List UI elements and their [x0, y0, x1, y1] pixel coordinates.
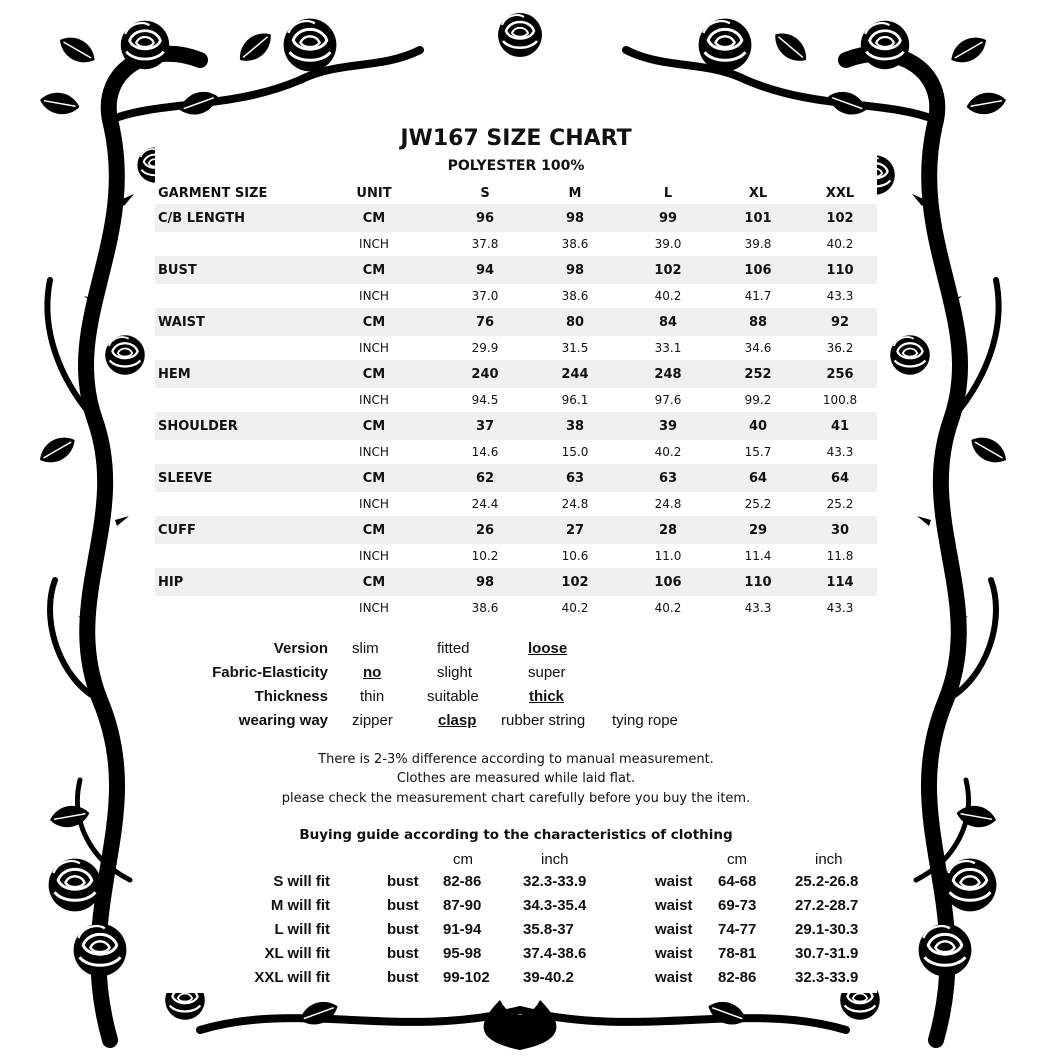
measurement-name: SHOULDER — [155, 412, 305, 440]
empty-cell — [155, 336, 305, 360]
table-cell-inch: 39.0 — [654, 237, 682, 251]
buying-guide-title: Buying guide according to the characteristics of clothing — [299, 827, 733, 843]
characteristic-label: Fabric-Elasticity — [212, 664, 328, 681]
table-cell-cm: 248 — [623, 360, 713, 388]
characteristic-option-selected: clasp — [438, 712, 477, 729]
table-cell-cm: 64 — [803, 464, 877, 492]
table-cell-inch: 41.7 — [744, 289, 772, 303]
unit-cm: CM — [305, 308, 443, 336]
table-cell-inch: 24.8 — [654, 497, 682, 511]
table-cell-inch: 40.2 — [654, 289, 682, 303]
unit-cm: CM — [305, 204, 443, 232]
characteristic-option: tying rope — [612, 712, 678, 729]
header-size-xl: XL — [748, 185, 768, 201]
table-cell-cm: 114 — [803, 568, 877, 596]
table-cell-inch: 33.1 — [654, 341, 682, 355]
table-cell-cm: 64 — [713, 464, 803, 492]
table-cell-cm: 88 — [713, 308, 803, 336]
table-cell-cm: 84 — [623, 308, 713, 336]
guide-row — [155, 945, 877, 969]
guide-size-label: XL will fit — [264, 945, 330, 962]
table-cell-inch: 14.6 — [471, 445, 499, 459]
table-cell-inch: 15.7 — [744, 445, 772, 459]
table-cell-inch: 38.6 — [561, 237, 589, 251]
guide-bust-inch: 32.3-33.9 — [523, 873, 587, 890]
empty-cell — [155, 388, 305, 412]
table-cell-inch: 97.6 — [654, 393, 682, 407]
table-row-inch — [155, 388, 877, 412]
guide-header-bust-inch: inch — [541, 851, 569, 868]
table-cell-cm: 96 — [443, 204, 527, 232]
table-cell-cm: 27 — [527, 516, 623, 544]
table-cell-cm: 63 — [623, 464, 713, 492]
characteristic-row — [155, 712, 877, 736]
table-cell-inch: 43.3 — [826, 289, 854, 303]
guide-waist-inch: 25.2-26.8 — [795, 873, 859, 890]
guide-size-label: L will fit — [274, 921, 330, 938]
table-cell-inch: 39.8 — [744, 237, 772, 251]
table-cell-cm: 92 — [803, 308, 877, 336]
unit-inch: INCH — [359, 393, 389, 407]
guide-bust-label: bust — [387, 945, 419, 962]
table-row-cm — [155, 256, 877, 284]
table-cell-inch: 96.1 — [561, 393, 589, 407]
material-subtitle: POLYESTER 100% — [447, 158, 585, 174]
table-cell-cm: 40 — [713, 412, 803, 440]
header-size-s: S — [480, 185, 490, 201]
guide-header-waist-cm: cm — [727, 851, 747, 868]
guide-waist-label: waist — [655, 945, 693, 962]
measurement-name: HIP — [155, 568, 305, 596]
table-cell-cm: 102 — [527, 568, 623, 596]
table-cell-cm: 244 — [527, 360, 623, 388]
unit-cm: CM — [305, 516, 443, 544]
guide-bust-cm: 82-86 — [443, 873, 482, 890]
characteristic-option-selected: loose — [528, 640, 568, 657]
unit-inch: INCH — [359, 237, 389, 251]
measurement-name: C/B LENGTH — [155, 204, 305, 232]
empty-cell — [155, 492, 305, 516]
table-row-cm — [155, 308, 877, 336]
guide-bust-inch: 35.8-37 — [523, 921, 574, 938]
empty-cell — [155, 596, 305, 620]
unit-inch: INCH — [359, 497, 389, 511]
size-table — [155, 182, 877, 620]
table-cell-cm: 98 — [443, 568, 527, 596]
table-cell-cm: 99 — [623, 204, 713, 232]
empty-cell — [155, 440, 305, 464]
guide-size-label: S will fit — [273, 873, 330, 890]
table-cell-cm: 106 — [713, 256, 803, 284]
table-cell-inch: 11.0 — [654, 549, 682, 563]
table-cell-cm: 28 — [623, 516, 713, 544]
guide-size-label: M will fit — [270, 897, 330, 914]
guide-bust-cm: 87-90 — [443, 897, 482, 914]
table-cell-inch: 40.2 — [654, 445, 682, 459]
characteristic-label: Version — [273, 640, 328, 657]
guide-bust-label: bust — [387, 921, 419, 938]
guide-waist-cm: 64-68 — [718, 873, 757, 890]
table-row-inch — [155, 336, 877, 360]
table-cell-cm: 110 — [803, 256, 877, 284]
table-cell-inch: 29.9 — [471, 341, 499, 355]
table-cell-inch: 10.6 — [561, 549, 589, 563]
unit-cm: CM — [305, 412, 443, 440]
guide-bust-inch: 39-40.2 — [523, 969, 574, 986]
guide-bust-cm: 99-102 — [443, 969, 490, 986]
characteristic-row — [155, 688, 877, 712]
table-cell-cm: 39 — [623, 412, 713, 440]
guide-row — [155, 873, 877, 897]
guide-bust-inch: 34.3-35.4 — [523, 897, 587, 914]
table-cell-inch: 38.6 — [561, 289, 589, 303]
guide-waist-label: waist — [655, 873, 693, 890]
measurement-name: BUST — [155, 256, 305, 284]
characteristic-row — [155, 664, 877, 688]
unit-cm: CM — [305, 360, 443, 388]
table-row-cm — [155, 360, 877, 388]
characteristic-option: fitted — [437, 640, 470, 657]
table-cell-inch: 31.5 — [561, 341, 589, 355]
guide-waist-inch: 29.1-30.3 — [795, 921, 859, 938]
measurement-name: CUFF — [155, 516, 305, 544]
characteristic-row — [155, 640, 877, 664]
guide-bust-label: bust — [387, 897, 419, 914]
characteristic-option: suitable — [427, 688, 479, 705]
characteristic-option: slim — [352, 640, 379, 657]
table-cell-inch: 24.8 — [561, 497, 589, 511]
guide-waist-inch: 27.2-28.7 — [795, 897, 859, 914]
characteristic-option: zipper — [352, 712, 393, 729]
unit-inch: INCH — [359, 601, 389, 615]
table-row-cm — [155, 412, 877, 440]
table-cell-inch: 99.2 — [744, 393, 772, 407]
characteristic-option: super — [528, 664, 566, 681]
table-cell-inch: 94.5 — [471, 393, 499, 407]
header-size-l: L — [663, 185, 673, 201]
size-chart-panel — [155, 118, 877, 993]
characteristic-option-selected: no — [363, 664, 382, 681]
characteristic-label: wearing way — [238, 712, 328, 729]
table-row-inch — [155, 492, 877, 516]
guide-size-label: XXL will fit — [254, 969, 330, 986]
page-title: JW167 SIZE CHART — [400, 126, 632, 151]
table-cell-cm: 101 — [713, 204, 803, 232]
guide-bust-cm: 91-94 — [443, 921, 482, 938]
unit-cm: CM — [305, 464, 443, 492]
empty-cell — [155, 284, 305, 308]
table-cell-cm: 102 — [623, 256, 713, 284]
table-cell-inch: 11.8 — [826, 549, 854, 563]
empty-cell — [155, 232, 305, 256]
measurement-name: SLEEVE — [155, 464, 305, 492]
guide-waist-inch: 32.3-33.9 — [795, 969, 859, 986]
table-row-inch — [155, 232, 877, 256]
table-cell-cm: 41 — [803, 412, 877, 440]
table-cell-cm: 38 — [527, 412, 623, 440]
table-cell-cm: 102 — [803, 204, 877, 232]
table-cell-inch: 25.2 — [744, 497, 772, 511]
table-cell-inch: 43.3 — [826, 445, 854, 459]
table-cell-inch: 34.6 — [744, 341, 772, 355]
table-cell-cm: 106 — [623, 568, 713, 596]
characteristic-option: thin — [360, 688, 385, 705]
measurement-name: HEM — [155, 360, 305, 388]
table-cell-inch: 43.3 — [826, 601, 854, 615]
unit-cm: CM — [305, 568, 443, 596]
unit-inch: INCH — [359, 289, 389, 303]
guide-row — [155, 969, 877, 993]
table-cell-cm: 98 — [527, 256, 623, 284]
unit-cm: CM — [305, 256, 443, 284]
guide-waist-cm: 74-77 — [718, 921, 757, 938]
table-cell-cm: 98 — [527, 204, 623, 232]
table-cell-cm: 26 — [443, 516, 527, 544]
characteristic-option-selected: thick — [529, 688, 565, 705]
guide-bust-cm: 95-98 — [443, 945, 482, 962]
table-row-inch — [155, 544, 877, 568]
measurement-name: WAIST — [155, 308, 305, 336]
table-cell-inch: 15.0 — [561, 445, 589, 459]
table-cell-cm: 62 — [443, 464, 527, 492]
guide-waist-label: waist — [655, 921, 693, 938]
table-cell-inch: 40.2 — [654, 601, 682, 615]
header-size-m: M — [568, 185, 582, 201]
guide-waist-label: waist — [655, 969, 693, 986]
table-cell-inch: 10.2 — [471, 549, 499, 563]
guide-waist-cm: 69-73 — [718, 897, 757, 914]
table-cell-inch: 40.2 — [561, 601, 589, 615]
guide-header-waist-inch: inch — [815, 851, 843, 868]
note-laid-flat: Clothes are measured while laid flat. — [396, 771, 636, 786]
characteristic-option: rubber string — [501, 712, 586, 729]
table-row-cm — [155, 204, 877, 232]
table-cell-cm: 63 — [527, 464, 623, 492]
table-cell-cm: 30 — [803, 516, 877, 544]
guide-row — [155, 897, 877, 921]
table-cell-inch: 25.2 — [826, 497, 854, 511]
table-cell-cm: 252 — [713, 360, 803, 388]
guide-waist-cm: 82-86 — [718, 969, 757, 986]
table-cell-inch: 100.8 — [822, 393, 858, 407]
table-row-cm — [155, 568, 877, 596]
table-cell-inch: 40.2 — [826, 237, 854, 251]
guide-bust-label: bust — [387, 969, 419, 986]
note-measurement-difference: There is 2-3% difference according to manual measurement. — [318, 752, 714, 767]
table-cell-cm: 29 — [713, 516, 803, 544]
table-row-inch — [155, 284, 877, 308]
header-size-xxl: XXL — [825, 185, 855, 201]
table-cell-inch: 37.0 — [471, 289, 499, 303]
empty-cell — [155, 544, 305, 568]
table-cell-cm: 240 — [443, 360, 527, 388]
guide-bust-label: bust — [387, 873, 419, 890]
table-cell-inch: 36.2 — [826, 341, 854, 355]
unit-inch: INCH — [359, 549, 389, 563]
characteristic-label: Thickness — [254, 688, 328, 705]
table-row-inch — [155, 596, 877, 620]
table-header-row — [155, 182, 877, 204]
header-unit: UNIT — [356, 185, 392, 201]
characteristic-option: slight — [437, 664, 473, 681]
table-cell-inch: 37.8 — [471, 237, 499, 251]
table-cell-inch: 43.3 — [744, 601, 772, 615]
table-cell-cm: 37 — [443, 412, 527, 440]
unit-inch: INCH — [359, 341, 389, 355]
table-cell-cm: 110 — [713, 568, 803, 596]
guide-bust-inch: 37.4-38.6 — [523, 945, 587, 962]
guide-waist-inch: 30.7-31.9 — [795, 945, 859, 962]
table-cell-inch: 11.4 — [744, 549, 772, 563]
table-cell-cm: 80 — [527, 308, 623, 336]
guide-header-bust-cm: cm — [453, 851, 473, 868]
table-cell-cm: 76 — [443, 308, 527, 336]
guide-row — [155, 921, 877, 945]
guide-waist-label: waist — [655, 897, 693, 914]
table-row-inch — [155, 440, 877, 464]
table-cell-cm: 94 — [443, 256, 527, 284]
guide-waist-cm: 78-81 — [718, 945, 757, 962]
header-garment-size: GARMENT SIZE — [158, 185, 268, 201]
table-cell-inch: 24.4 — [471, 497, 499, 511]
table-row-cm — [155, 464, 877, 492]
table-row-cm — [155, 516, 877, 544]
table-cell-cm: 256 — [803, 360, 877, 388]
table-cell-inch: 38.6 — [471, 601, 499, 615]
unit-inch: INCH — [359, 445, 389, 459]
note-check-chart: please check the measurement chart carefully before you buy the item. — [281, 791, 751, 806]
